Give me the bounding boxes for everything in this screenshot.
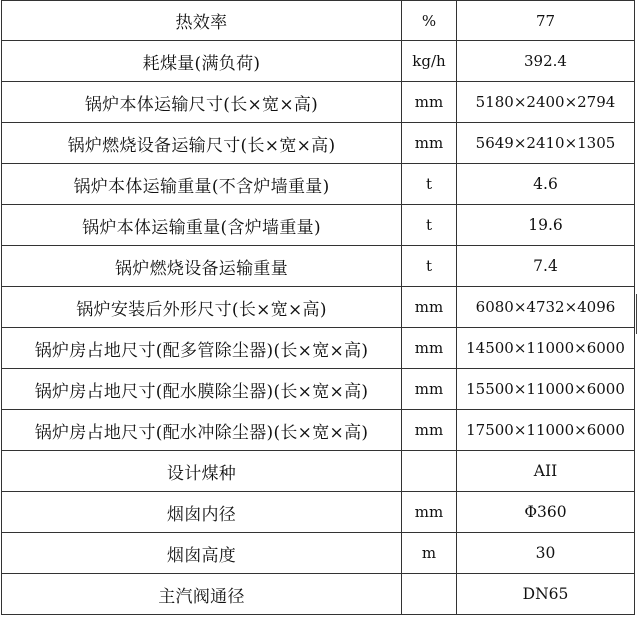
param-cell: 锅炉燃烧设备运输重量: [2, 246, 402, 287]
table-row: [2, 1, 635, 41]
param-cell: 锅炉房占地尺寸(配水冲除尘器)(长×宽×高): [2, 410, 402, 451]
param-cell: 主汽阀通径: [2, 574, 402, 615]
value-cell: 15500×11000×6000: [457, 369, 635, 410]
param-cell: 锅炉房占地尺寸(配水膜除尘器)(长×宽×高): [2, 369, 402, 410]
unit-cell: m: [402, 533, 457, 574]
param-cell: 烟囱内径: [2, 492, 402, 533]
value-cell: Φ360: [457, 492, 635, 533]
unit-cell: kg/h: [402, 41, 457, 82]
value-cell: 77: [457, 1, 635, 41]
scroll-edge-marker: [636, 294, 637, 334]
table-row: [2, 287, 635, 328]
table-row: [2, 533, 635, 574]
unit-cell: mm: [402, 123, 457, 164]
unit-cell: mm: [402, 328, 457, 369]
table-row: [2, 574, 635, 615]
param-cell: 锅炉本体运输重量(含炉墙重量): [2, 205, 402, 246]
param-cell: 锅炉安装后外形尺寸(长×宽×高): [2, 287, 402, 328]
table-row: [2, 123, 635, 164]
value-cell: AII: [457, 451, 635, 492]
value-cell: DN65: [457, 574, 635, 615]
table-row: [2, 328, 635, 369]
param-cell: 锅炉本体运输尺寸(长×宽×高): [2, 82, 402, 123]
value-cell: 17500×11000×6000: [457, 410, 635, 451]
table-row: [2, 82, 635, 123]
param-cell: 锅炉房占地尺寸(配多管除尘器)(长×宽×高): [2, 328, 402, 369]
value-cell: 30: [457, 533, 635, 574]
param-cell: 热效率: [2, 1, 402, 41]
unit-cell: mm: [402, 369, 457, 410]
value-cell: 19.6: [457, 205, 635, 246]
unit-cell: mm: [402, 82, 457, 123]
param-cell: 锅炉燃烧设备运输尺寸(长×宽×高): [2, 123, 402, 164]
table-row: [2, 492, 635, 533]
unit-cell: t: [402, 246, 457, 287]
param-cell: 设计煤种: [2, 451, 402, 492]
table-row: [2, 41, 635, 82]
unit-cell: mm: [402, 410, 457, 451]
value-cell: 7.4: [457, 246, 635, 287]
unit-cell: [402, 574, 457, 615]
value-cell: 4.6: [457, 164, 635, 205]
unit-cell: t: [402, 205, 457, 246]
value-cell: 6080×4732×4096: [457, 287, 635, 328]
unit-cell: t: [402, 164, 457, 205]
param-cell: 锅炉本体运输重量(不含炉墙重量): [2, 164, 402, 205]
unit-cell: %: [402, 1, 457, 41]
value-cell: 5180×2400×2794: [457, 82, 635, 123]
table-row: [2, 451, 635, 492]
unit-cell: [402, 451, 457, 492]
value-cell: 392.4: [457, 41, 635, 82]
value-cell: 14500×11000×6000: [457, 328, 635, 369]
param-cell: 烟囱高度: [2, 533, 402, 574]
table-row: [2, 410, 635, 451]
table-row: [2, 369, 635, 410]
unit-cell: mm: [402, 287, 457, 328]
table-row: [2, 205, 635, 246]
value-cell: 5649×2410×1305: [457, 123, 635, 164]
table-row: [2, 164, 635, 205]
table-row: [2, 246, 635, 287]
boiler-spec-table: [1, 0, 635, 615]
unit-cell: mm: [402, 492, 457, 533]
param-cell: 耗煤量(满负荷): [2, 41, 402, 82]
